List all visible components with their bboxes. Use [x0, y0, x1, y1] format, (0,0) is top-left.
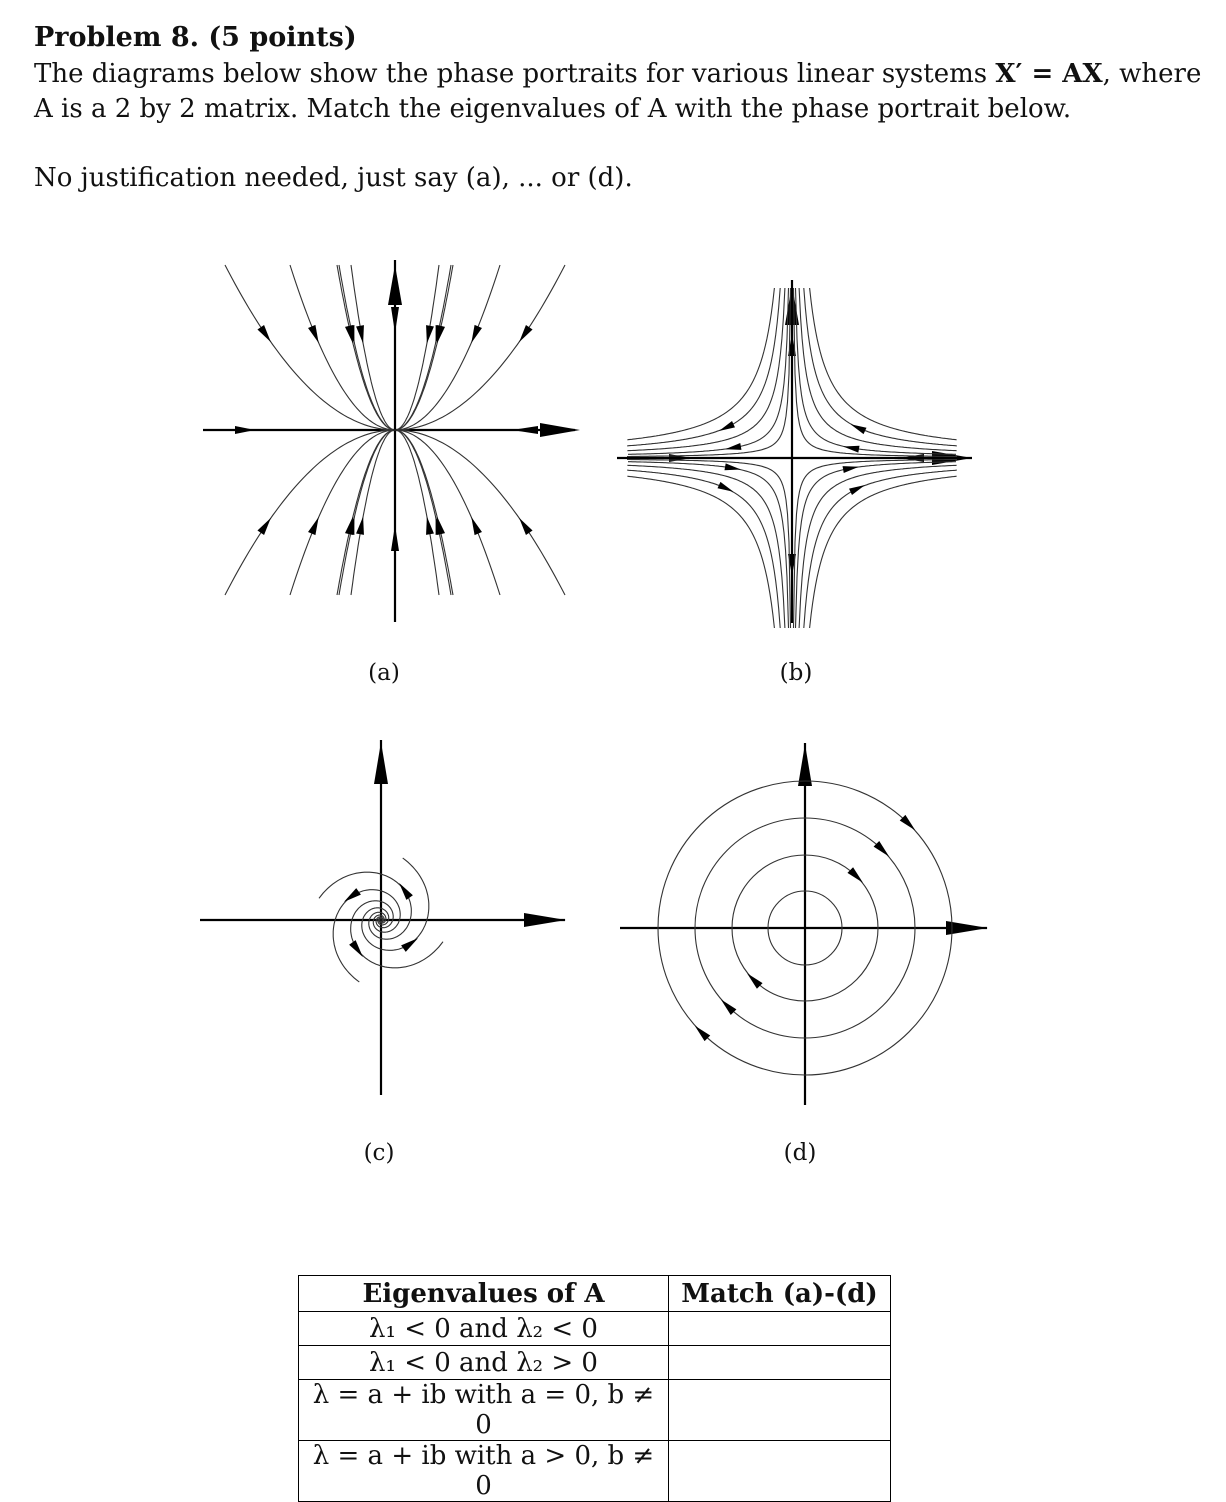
table-row [299, 1312, 891, 1346]
trajectory [339, 430, 395, 595]
trajectory [627, 465, 785, 628]
phase-portrait-b [612, 275, 982, 630]
trajectory-arrowhead [519, 325, 532, 342]
trajectory-arrowhead [725, 443, 741, 450]
x-axis-arrowhead [540, 423, 580, 437]
instruction-text: No justification needed, just say (a), ... or (d). [34, 163, 633, 193]
header-match: Match (a)-(d) [669, 1276, 891, 1312]
trajectory-arrowhead [843, 466, 859, 473]
trajectory-arrowhead [471, 517, 482, 535]
trajectory-arrowhead [257, 518, 270, 535]
trajectory-arrowhead [519, 518, 532, 535]
trajectory [794, 288, 958, 457]
figure-label-b: (b) [779, 660, 813, 686]
orbit-arrowhead [847, 867, 863, 883]
match-cell[interactable] [669, 1441, 891, 1502]
trajectory [628, 462, 789, 628]
trajectory-arrowhead [308, 325, 319, 343]
eigenvalue-cell: λ = a + ib with a = 0, b ≠ 0 [299, 1380, 669, 1441]
trajectory [810, 476, 957, 628]
statement-post: , where A is a 2 by 2 matrix. Match the eigenvalues of A with the phase portrait below. [34, 59, 1202, 124]
match-cell[interactable] [669, 1346, 891, 1380]
y-axis-arrowhead [388, 265, 402, 305]
statement-pre: The diagrams below show the phase portraits for various linear systems [34, 59, 996, 89]
trajectory [337, 430, 395, 595]
trajectory-arrowhead [718, 482, 734, 492]
match-cell[interactable] [669, 1312, 891, 1346]
trajectory-arrowhead [436, 325, 444, 343]
figure-label-d: (d) [783, 1140, 817, 1166]
trajectory [627, 288, 785, 451]
trajectory-arrowhead [426, 516, 434, 534]
table-header-row [299, 1276, 891, 1312]
trajectory [225, 430, 395, 595]
trajectory [395, 430, 500, 595]
trajectory [799, 288, 957, 451]
trajectory [794, 460, 958, 629]
trajectory [628, 288, 789, 454]
problem-title: Problem 8. (5 points) [34, 22, 357, 53]
trajectory [395, 430, 451, 595]
trajectory-arrowhead [257, 325, 270, 342]
trajectory-arrowhead [851, 424, 867, 434]
y-axis-arrowhead [798, 744, 812, 786]
trajectory [627, 288, 791, 457]
trajectory [395, 265, 565, 430]
phase-portrait-c [195, 735, 575, 1100]
trajectory [395, 430, 565, 595]
trajectory-arrowhead [471, 325, 482, 343]
trajectory-arrowhead [849, 485, 865, 495]
table-row [299, 1441, 891, 1502]
trajectory [804, 470, 957, 628]
trajectory [395, 265, 451, 430]
figure-label-c: (c) [363, 1140, 395, 1166]
trajectory [225, 265, 395, 430]
trajectory-arrowhead [344, 888, 361, 902]
y-axis-arrowhead [391, 307, 399, 333]
trajectory-arrowhead [843, 446, 859, 453]
figure-label-a: (a) [368, 660, 400, 686]
x-axis-arrowhead [512, 426, 538, 434]
trajectory-arrowhead [426, 325, 434, 343]
trajectory-arrowhead [308, 517, 319, 535]
trajectory [290, 265, 395, 430]
trajectory-arrowhead [719, 421, 735, 431]
y-axis-arrowhead [374, 742, 388, 784]
trajectory [810, 288, 957, 440]
trajectory [395, 265, 453, 430]
y-axis-arrowhead [391, 525, 399, 551]
eigenvalue-cell: λ₁ < 0 and λ₂ < 0 [299, 1312, 669, 1346]
trajectory [337, 265, 395, 430]
trajectory-arrowhead [724, 463, 740, 470]
trajectory-arrowhead [347, 517, 355, 535]
eigenvalue-cell: λ = a + ib with a > 0, b ≠ 0 [299, 1441, 669, 1502]
trajectory [796, 462, 957, 628]
trajectory-arrowhead [349, 940, 363, 957]
phase-portrait-d [612, 735, 997, 1110]
trajectory [799, 465, 957, 628]
equation: X′ = AX [995, 59, 1103, 89]
trajectory [290, 430, 395, 595]
trajectory [796, 288, 957, 454]
problem-statement [34, 57, 1204, 127]
trajectory [627, 288, 780, 446]
eigenvalue-match-table [298, 1275, 891, 1502]
match-cell[interactable] [669, 1380, 891, 1441]
trajectory-arrowhead [436, 517, 444, 535]
trajectory [395, 265, 500, 430]
trajectory-arrowhead [356, 325, 364, 343]
table-row [299, 1380, 891, 1441]
x-axis-arrowhead [524, 913, 566, 927]
trajectory-arrowhead [399, 883, 413, 900]
x-axis-arrowhead [932, 451, 972, 465]
trajectory [339, 265, 395, 430]
eigenvalue-cell: λ₁ < 0 and λ₂ > 0 [299, 1346, 669, 1380]
trajectory [627, 460, 791, 629]
trajectory [627, 288, 774, 440]
table-row [299, 1346, 891, 1380]
orbit-arrowhead [747, 973, 763, 989]
trajectory-arrowhead [356, 516, 364, 534]
trajectory-arrowhead [401, 938, 418, 952]
header-eigenvalues: Eigenvalues of A [299, 1276, 669, 1312]
trajectory [627, 476, 774, 628]
trajectory [804, 288, 957, 446]
phase-portrait-a [195, 250, 595, 630]
trajectory [627, 470, 780, 628]
trajectory-arrowhead [347, 325, 355, 343]
trajectory [395, 430, 453, 595]
x-axis-arrowhead [235, 426, 255, 434]
